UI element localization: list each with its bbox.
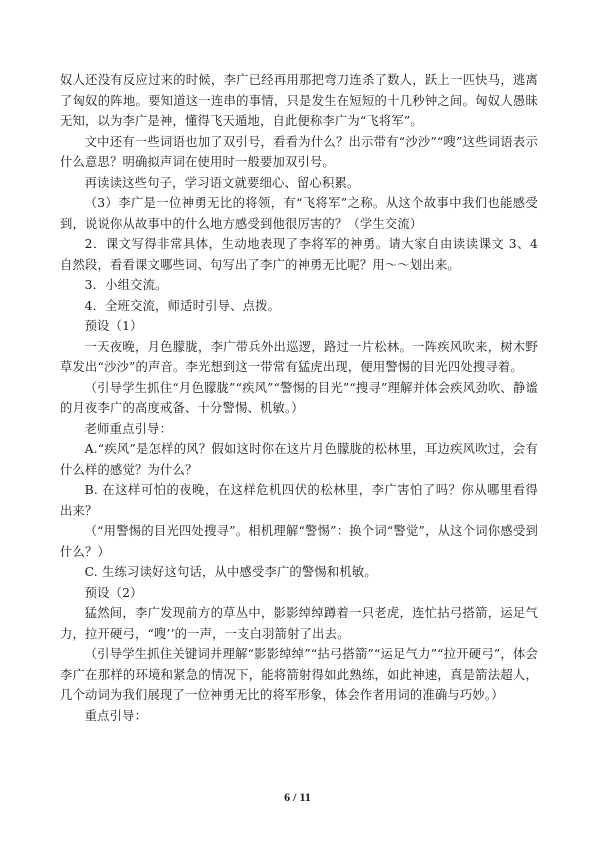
paragraph: 预设（2） [84, 585, 143, 600]
paragraph: （引导学生抓住“月色朦胧”“疾风”“警惕的目光”“搜寻”理解并体会疾风劲吹、静谧的月夜李广的高度戒备、十分警惕、机敏。） [60, 380, 538, 415]
paragraph: 老师重点引导： [84, 421, 173, 436]
paragraph: 2．课文写得非常具体，生动地表现了李将军的神勇。请大家自由读读课文 3、4 自然段，看看课文哪些词、句写出了李广的神勇无比呢？用～～划出来。 [60, 237, 538, 272]
paragraph: 奴人还没有反应过来的时候，李广已经再用那把弯刀连杀了数人，跃上一匹快马，逃离了匈奴的阵地。要知道这一连串的事情，只是发生在短短的十几秒钟之间。匈奴人愚昧无知，以为李广是神，懂得飞天遁地，自此便称李广为“飞将军”。 [60, 73, 538, 128]
paragraph: （引导学生抓住关键词并理解“影影绰绰”“拈弓搭箭”“运足气力”“拉开硬弓”，体会李广在那样的环境和紧急的情况下，能将箭射得如此熟练，如此神速，真是箭法超人，几个动词为我们展现了一位神勇无比的将军形象，体会作者用词的准确与巧妙。） [60, 647, 538, 702]
paragraph: （3）李广是一位神勇无比的将领，有“飞将军”之称。从这个故事中我们也能感受到，说说你从故事中的什么地方感受到他很厉害的？（学生交流） [60, 196, 538, 231]
paragraph: B. 在这样可怕的夜晚，在这样危机四伏的松林里，李广害怕了吗？你从哪里看得出来？ [60, 483, 538, 518]
paragraph: 猛然间，李广发现前方的草丛中，影影绰绰蹲着一只老虎，连忙拈弓搭箭，运足气力，拉开硬弓，“嗖’’的一声，一支白羽箭射了出去。 [60, 606, 538, 641]
paragraph: 文中还有一些词语也加了双引号，看看为什么？出示带有“沙沙”“嗖”这些词语表示什么意思？明确拟声词在使用时一般要加双引号。 [60, 134, 538, 169]
page-number: 6 / 11 [284, 790, 311, 804]
paragraph: 3．小组交流。 [84, 278, 168, 292]
paragraph: 预设（1） [84, 319, 143, 333]
paragraph: 一天夜晚，月色朦胧，李广带兵外出巡逻，路过一片松林。一阵疾风吹来，树木野草发出“沙沙”的声音。李光想到这一带常有猛虎出现，便用警惕的目光四处搜寻着。 [60, 339, 538, 374]
paragraph: A.“疾风”是怎样的风？假如这时你在这片月色朦胧的松林里，耳边疾风吹过，会有什么样的感觉？为什么？ [60, 442, 538, 477]
paragraph: （“用警惕的目光四处搜寻”。相机理解“警惕”：换个词“警觉”，从这个词你感受到什么？） [60, 524, 538, 559]
paragraph: 再读读这些句子，学习语文就要细心、留心积累。 [84, 175, 360, 190]
document-body [60, 70, 538, 726]
paragraph: 重点引导： [84, 708, 148, 723]
paragraph: C. 生练习读好这句话，从中感受李广的警惕和机敏。 [84, 565, 377, 579]
paragraph: 4．全班交流，师适时引导、点拨。 [84, 298, 281, 313]
